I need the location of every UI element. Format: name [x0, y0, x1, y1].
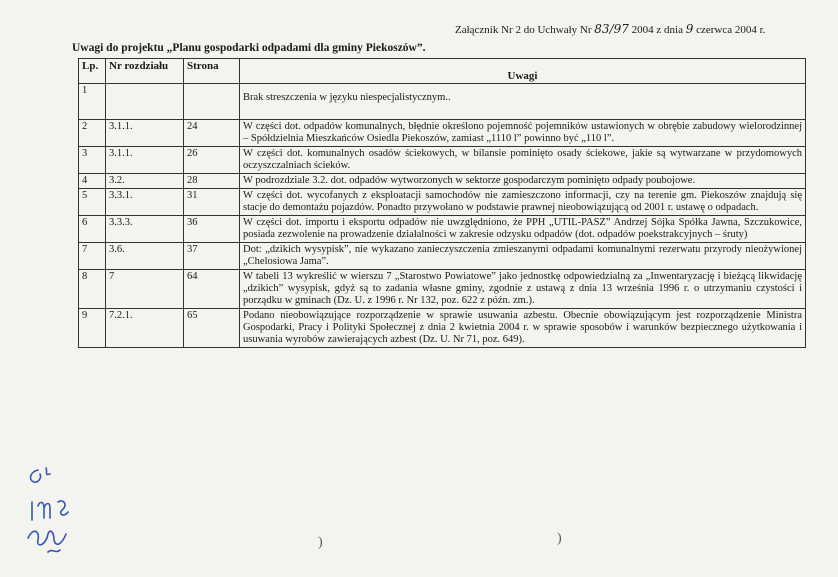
remarks-table: [78, 58, 806, 348]
cell-lp: 6: [79, 216, 106, 243]
cell-page: 36: [184, 216, 240, 243]
cell-chapter: [106, 84, 184, 120]
column-header-lp: Lp.: [79, 59, 106, 84]
table-row: [79, 309, 806, 348]
cell-page: 24: [184, 120, 240, 147]
cell-chapter: 3.3.1.: [106, 189, 184, 216]
cell-remarks: Dot: „dzikich wysypisk”, nie wykazano zanieczyszczenia zmieszanymi odpadami komunalnymi rezerwatu przyrody nieożywionej „Chelosiowa Jama”.: [240, 243, 806, 270]
cell-chapter: 3.1.1.: [106, 147, 184, 174]
scan-mark: ): [557, 531, 562, 546]
cell-chapter: 7: [106, 270, 184, 309]
table-row: [79, 216, 806, 243]
cell-lp: 5: [79, 189, 106, 216]
column-header-page: Strona: [184, 59, 240, 84]
header-mid: 2004 z dnia: [631, 24, 683, 36]
table-row: [79, 84, 806, 120]
column-header-chapter: Nr rozdziału: [106, 59, 184, 84]
column-header-remarks: Uwagi: [240, 59, 806, 84]
cell-remarks: W części dot. importu i eksportu odpadów nie uwzględniono, że PPH „UTIL-PASZ” Andrzej Sójka Spółka Jawna, Szczukowice, posiada zezwolenie na prowadzenie działalności w zakresie odzysku odpadów (dot. odpadów poekstrakcyjnych – śruty): [240, 216, 806, 243]
cell-chapter: 3.6.: [106, 243, 184, 270]
cell-lp: 9: [79, 309, 106, 348]
cell-remarks: W tabeli 13 wykreślić w wierszu 7 „Starostwo Powiatowe” jako jednostkę odpowiedzialną za „Inwentaryzację i bieżącą likwidację „dzikich” wysypisk, gdyż są to zadania własne gminy, zgodnie z ustawą z dnia 13 września 1996 r. o utrzymaniu czystości i porządku w gminach (Dz. U. z 1996 r. Nr 132, poz. 622 z późn. zm.).: [240, 270, 806, 309]
table-row: [79, 120, 806, 147]
resolution-number: 83/97: [594, 22, 629, 36]
cell-page: 64: [184, 270, 240, 309]
cell-remarks: W części dot. komunalnych osadów ściekowych, w bilansie pominięto osady ściekowe, jakie są wytwarzane w przydomowych oczyszczalniach ścieków.: [240, 147, 806, 174]
cell-page: [184, 84, 240, 120]
handwritten-signature: [18, 462, 78, 562]
header-suffix: czerwca 2004 r.: [696, 24, 766, 36]
cell-page: 37: [184, 243, 240, 270]
header-day: 9: [685, 22, 694, 36]
cell-remarks: W podrozdziale 3.2. dot. odpadów wytworzonych w sektorze gospodarczym pominięto odpady poubojowe.: [240, 174, 806, 189]
cell-lp: 3: [79, 147, 106, 174]
cell-lp: 8: [79, 270, 106, 309]
cell-lp: 7: [79, 243, 106, 270]
table-row: [79, 270, 806, 309]
table-row: [79, 147, 806, 174]
table-row: [79, 243, 806, 270]
cell-page: 65: [184, 309, 240, 348]
cell-chapter: 3.1.1.: [106, 120, 184, 147]
scan-mark: ): [318, 535, 323, 550]
cell-remarks: W części dot. wycofanych z eksploatacji samochodów nie zamieszczono informacji, czy na terenie gm. Piekoszów znajdują się stacje do demontażu pojazdów. Ponadto przywołano w podstawie prawnej nieobowiązującą od 2001 r. ustawę o odpadach.: [240, 189, 806, 216]
cell-lp: 2: [79, 120, 106, 147]
cell-page: 31: [184, 189, 240, 216]
header-prefix: Załącznik Nr 2 do Uchwały Nr: [455, 24, 592, 36]
cell-remarks: Brak streszczenia w języku niespecjalistycznym..: [240, 84, 806, 120]
cell-remarks: W części dot. odpadów komunalnych, błędnie określono pojemność pojemników ustawionych w obrębie zabudowy wielorodzinnej – Spółdzielnia Mieszkańców Osiedla Piekoszów, zamiast „1110 l” powinno być „110 l”.: [240, 120, 806, 147]
table-row: [79, 189, 806, 216]
table-row: [79, 174, 806, 189]
attachment-header: [455, 22, 835, 36]
cell-chapter: 3.2.: [106, 174, 184, 189]
cell-remarks: Podano nieobowiązujące rozporządzenie w sprawie usuwania azbestu. Obecnie obowiązującym jest rozporządzenie Ministra Gospodarki, Pracy i Polityki Społecznej z dnia 2 kwietnia 2004 r. w sprawie sposobów i warunków bezpiecznego użytkowania i usuwania wyrobów zawierających azbest (Dz. U. Nr 71, poz. 649).: [240, 309, 806, 348]
cell-lp: 4: [79, 174, 106, 189]
cell-chapter: 3.3.3.: [106, 216, 184, 243]
table-header-row: [79, 59, 806, 84]
cell-lp: 1: [79, 84, 106, 120]
document-title: Uwagi do projektu „Planu gospodarki odpadami dla gminy Piekoszów”.: [72, 42, 426, 54]
cell-page: 28: [184, 174, 240, 189]
cell-page: 26: [184, 147, 240, 174]
cell-chapter: 7.2.1.: [106, 309, 184, 348]
